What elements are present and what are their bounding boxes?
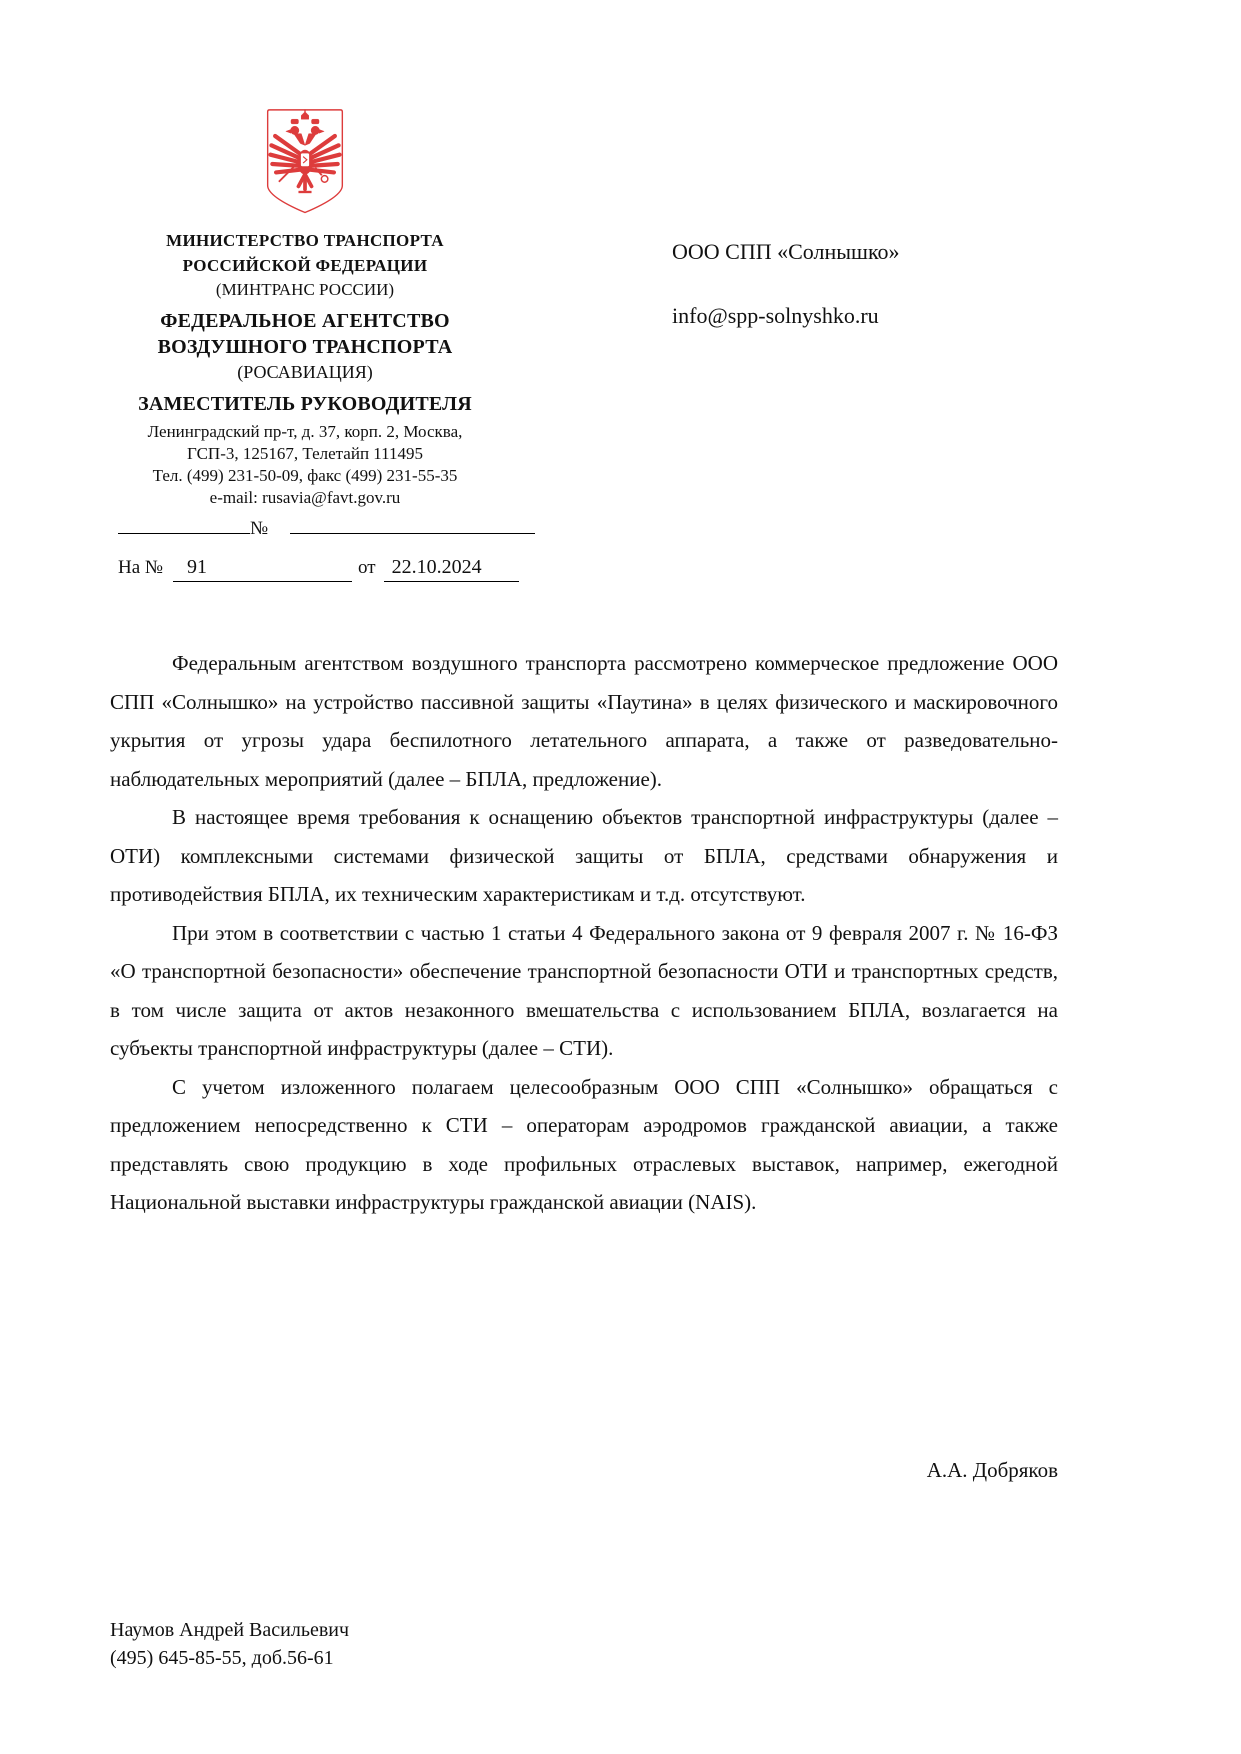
body-paragraph-1: Федеральным агентством воздушного транспорта рассмотрено коммерческое предложение ООО СПП «Солнышко» на устройство пассивной защиты «Паутина» в целях физического и маскировочного укрытия от угрозы удара беспилотного летательного аппарата, а также от разведовательно-наблюдательных мероприятий (далее – БПЛА, предложение). [110,651,1058,791]
number-sign-label: № [250,518,269,539]
sender-position: ЗАМЕСТИТЕЛЬ РУКОВОДИТЕЛЯ [138,393,472,415]
outgoing-number-row [118,512,618,540]
outgoing-number-blank [290,512,535,534]
recipient-name: ООО СПП «Солнышко» [672,239,900,264]
reply-date-value: 22.10.2024 [384,556,519,582]
agency-name-line1: ФЕДЕРАЛЬНОЕ АГЕНТСТВО [160,310,450,332]
outgoing-date-blank [118,512,250,534]
letter-body [110,644,1058,1222]
reply-number-value: 91 [173,556,352,582]
ministry-short-name: (МИНТРАНС РОССИИ) [215,280,395,299]
body-paragraph-4: С учетом изложенного полагаем целесообразным ООО СПП «Солнышко» обращаться с предложением непосредственно к СТИ – операторам аэродромов гражданской авиации, а также представлять свою продукцию в ходе профильных отраслевых выставок, например, ежегодной Национальной выставки инфраструктуры гражданской авиации (NAIS). [110,1074,1058,1214]
body-paragraph-2: В настоящее время требования к оснащению объектов транспортной инфраструктуры (далее – ОТИ) комплексными системами физической защиты от БПЛА, средствами обнаружения и противодействия БПЛА, их техническим характеристикам и т.д. отсутствуют. [110,805,1058,906]
ministry-name-line2: РОССИЙСКОЙ ФЕДЕРАЦИИ [182,256,428,275]
phone-fax-line: Тел. (499) 231-50-09, факс (499) 231-55-35 [152,466,458,485]
date-from-label: от [358,557,376,578]
address-line1: Ленинградский пр-т, д. 37, корп. 2, Москва, [147,422,463,441]
letterhead [95,108,515,509]
agency-short-name: (РОСАВИАЦИЯ) [237,362,373,382]
address-line2: ГСП-3, 125167, Телетайп 111495 [186,444,424,463]
executor-phone: (495) 645-85-55, доб.56-61 [110,1647,334,1669]
signatory-name: А.А. Добряков [926,1458,1058,1482]
reference-block [118,512,618,586]
body-paragraph-3: При этом в соответствии с частью 1 статьи 4 Федерального закона от 9 февраля 2007 г. № 16-ФЗ «О транспортной безопасности» обеспечение транспортной безопасности ОТИ и транспортных средств, в том числе защита от актов незаконного вмешательства с использованием БПЛА, возлагается на субъекты транспортной инфраструктуры (далее – СТИ). [110,920,1058,1060]
recipient-block [672,238,1102,330]
executor-name: Наумов Андрей Васильевич [110,1619,350,1641]
incoming-reference-row [118,556,618,586]
sender-email-line: e-mail: rusavia@favt.gov.ru [209,488,401,507]
ministry-name-line1: МИНИСТЕРСТВО ТРАНСПОРТА [166,231,444,250]
recipient-email: info@spp-solnyshko.ru [672,303,879,328]
executor-block [110,1616,349,1672]
agency-name-line2: ВОЗДУШНОГО ТРАНСПОРТА [157,336,453,358]
reply-to-label: На № [118,557,164,578]
russian-coat-of-arms-icon [263,108,347,220]
